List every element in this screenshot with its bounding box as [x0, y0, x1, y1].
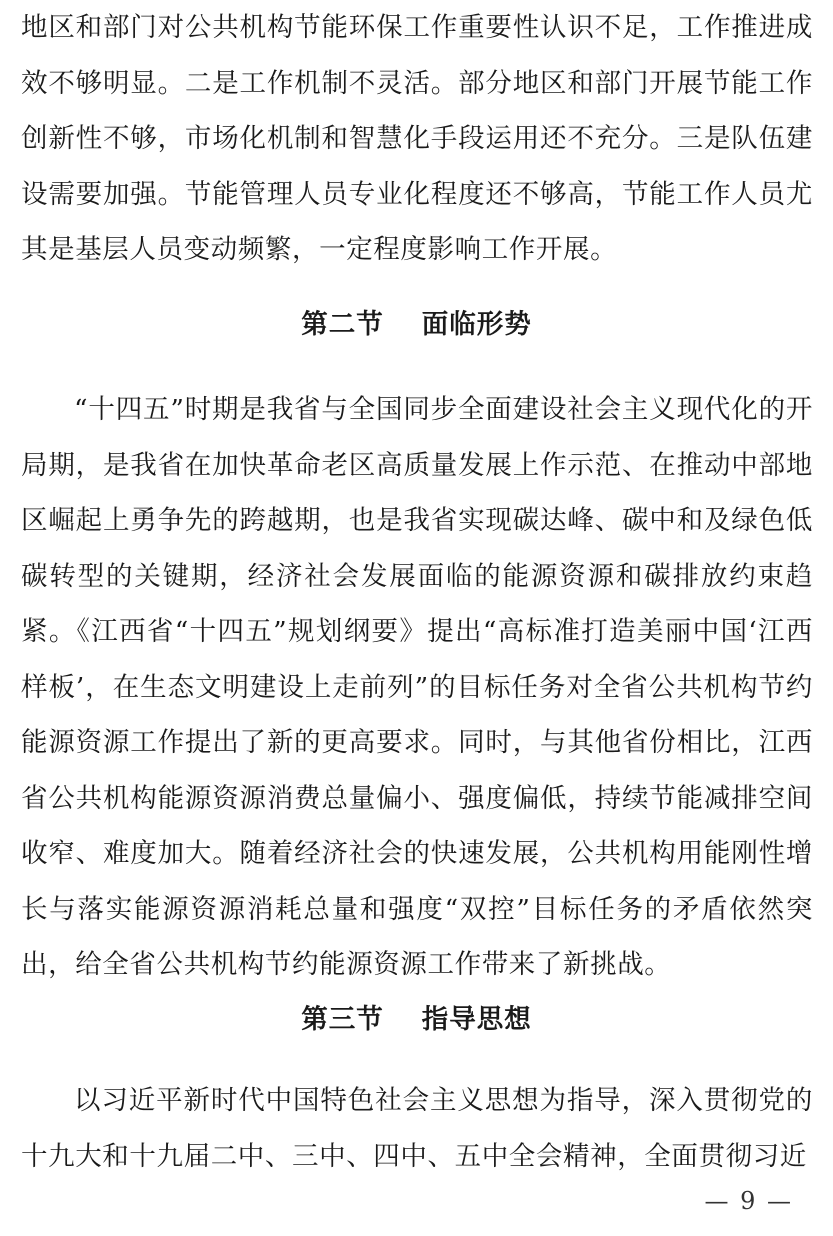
- paragraph-situation: “十四五”时期是我省与全国同步全面建设社会主义现代化的开局期，是我省在加快革命老区高质量发展上作示范、在推动中部地区崛起上勇争先的跨越期，也是我省实现碳达峰、碳中和及绿色低碳转型的关键期，经济社会发展面临的能源资源和碳排放约束趋紧。《江西省“十四五”规划纲要》提出“高标准打造美丽中国‘江西样板’，在生态文明建设上走前列”的目标任务对全省公共机构节约能源资源工作提出了新的更高要求。同时，与其他省份相比，江西省公共机构能源资源消费总量偏小、强度偏低，持续节能减排空间收窄、难度加大。随着经济社会的快速发展，公共机构用能刚性增长与落实能源资源消耗总量和强度“双控”目标任务的矛盾依然突出，给全省公共机构节约能源资源工作带来了新挑战。: [21, 394, 813, 980]
- section-title: 指导思想: [421, 1004, 532, 1035]
- section-title: 面临形势: [421, 309, 532, 340]
- paragraph-guiding-ideology: 以习近平新时代中国特色社会主义思想为指导，深入贯彻党的十九大和十九届二中、三中、四中、五中全会精神，全面贯彻习近: [21, 1085, 813, 1172]
- section-heading-situation: [0, 305, 833, 345]
- page-number: — 9 —: [704, 1187, 793, 1215]
- section-number: 第三节: [301, 1004, 384, 1035]
- section-heading-guiding-ideology: [0, 1000, 833, 1040]
- paragraph-challenges-continued: 地区和部门对公共机构节能环保工作重要性认识不足，工作推进成效不够明显。二是工作机制不灵活。部分地区和部门开展节能工作创新性不够，市场化机制和智慧化手段运用还不充分。三是队伍建设需要加强。节能管理人员专业化程度还不够高，节能工作人员尤其是基层人员变动频繁，一定程度影响工作开展。: [21, 12, 813, 265]
- section-number: 第二节: [301, 309, 384, 340]
